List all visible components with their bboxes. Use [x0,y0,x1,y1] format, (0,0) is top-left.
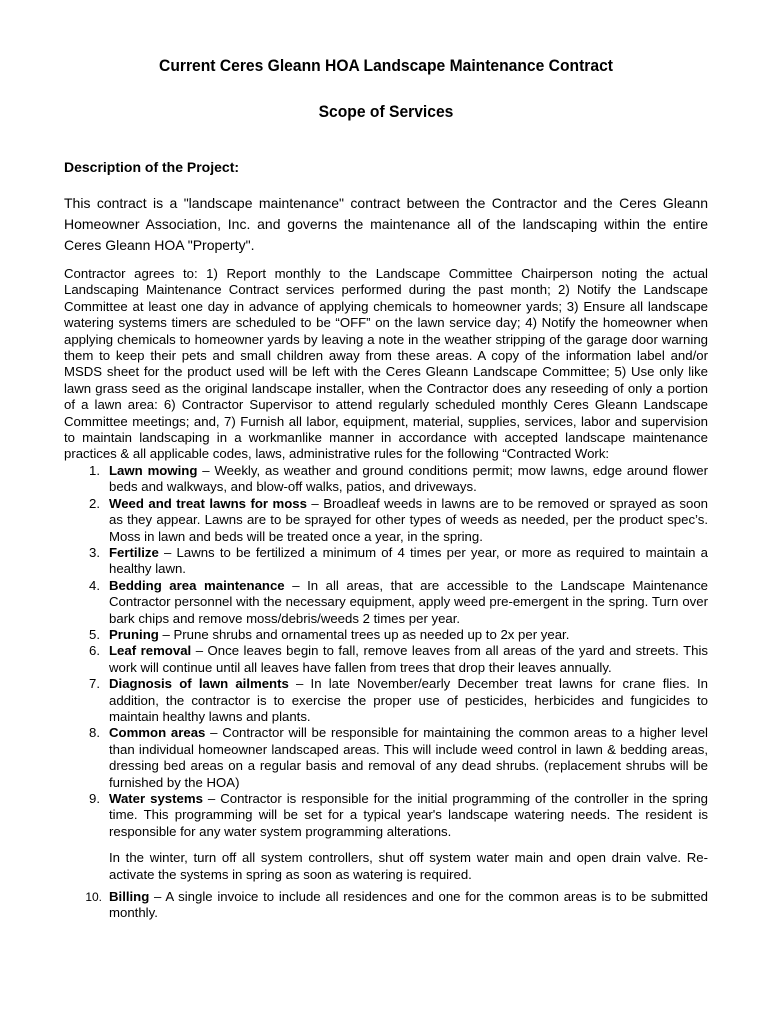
item-number: 4. [89,577,100,593]
item-text: – Contractor will be responsible for maintaining the common areas to a higher level than individual homeowner landscaped areas. This will include weed control in lawn & bedding areas, dressing bed areas on a regular basis and removal of any dead shrubs. (replacement shrubs will be furnished by the HOA) [109,725,708,790]
item-text: – Once leaves begin to fall, remove leaves from all areas of the yard and streets. This work will continue until all leaves have fallen from trees that drop their leaves annually. [109,643,708,675]
item-number: 8. [89,725,100,741]
item-text: – In all areas, that are accessible to the Landscape Maintenance Contractor personnel with the necessary equipment, apply weed pre-emergent in the spring. Turn over bark chips and remove moss/debris/weeds 2 times per year. [109,577,708,626]
list-item [64,496,708,545]
item-number: 6. [89,643,100,659]
item-label: Common areas [109,725,206,741]
list-item [64,545,708,578]
item-text: – Broadleaf weeds in lawns are to be removed or sprayed as soon as they appear. Lawns are to be sprayed for other types of weeds as needed, per the product spec’s. Moss in lawn and beds will be treated once a year, in the spring. [109,495,708,544]
item-label: Bedding area maintenance [109,577,285,593]
document-title: Current Ceres Gleann HOA Landscape Maintenance Contract [159,56,613,75]
item-label: Weed and treat lawns for moss [109,495,307,511]
contractor-agreement-paragraph: Contractor agrees to: 1) Report monthly to the Landscape Committee Chairperson noting the actual Landscaping Maintenance Contract services performed during the past month; 2) Notify the Landscape Committee at least one day in advance of applying chemicals to homeowner yards; 3) Ensure all landscape watering systems timers are scheduled to be “OFF” on the lawn service day; 4) Notify the homeowner when applying chemicals to homeowner yards by leaving a note in the weather stripping of the garage door warning them to keep their pets and small children away from these areas. A copy of the information label and/or MSDS sheet for the product used will be left with the Ceres Gleann Landscape Committee; 5) Use only like lawn grass seed as the original landscape installer, when the Contractor does any reseeding of only a portion of a lawn area: 6) Contractor Supervisor to attend regularly scheduled monthly Ceres Gleann Landscape Committee meetings; and, 7) Furnish all labor, equipment, material, supplies, services, labor and supervision to maintain landscaping in a workmanlike manner in accordance with accepted landscape maintenance practices & all applicable codes, laws, administrative rules for the following “Contracted Work: [64,266,708,462]
item-number: 1. [89,462,100,478]
description-heading: Description of the Project: [64,159,240,175]
list-item [64,791,708,883]
document-subtitle: Scope of Services [318,102,454,121]
item-number: 10. [85,890,102,905]
list-item [64,725,708,791]
item-text: – Lawns to be fertilized a minimum of 4 times per year, or more as required to maintain a healthy lawn. [109,544,708,577]
item-number: 7. [89,676,100,692]
item-label: Fertilize [109,544,159,560]
item-label: Billing [109,889,150,905]
intro-paragraph: This contract is a "landscape maintenance" contract between the Contractor and the Ceres Gleann Homeowner Association, Inc. and governs the maintenance all of the landscaping within the entire Ceres Gleann HOA "Property". [64,195,708,253]
list-item [64,643,708,676]
list-item [64,463,708,496]
item-number: 5. [89,626,100,642]
item-extra-paragraph: In the winter, turn off all system controllers, shut off system water main and open drain valve. Re-activate the systems in spring as soon as watering is required. [109,850,708,882]
list-item [64,578,708,627]
item-number: 9. [89,791,100,806]
item-number: 2. [89,495,100,511]
item-label: Diagnosis of lawn ailments [109,676,289,692]
item-label: Water systems [109,791,203,806]
item-label: Leaf removal [109,643,192,659]
list-item [64,676,708,725]
item-label: Pruning [109,626,159,642]
item-text: – Weekly, as weather and ground conditions permit; mow lawns, edge around flower beds and walkways, and blow-off walks, patios, and driveways. [109,462,708,495]
item-text: – A single invoice to include all residences and one for the common areas is to be submitted monthly. [109,889,708,921]
item-text: – In late November/early December treat lawns for crane flies. In addition, the contractor is to exercise the proper use of pesticides, herbicides and fungicides to maintain healthy lawns and plants. [109,676,708,724]
item-text: – Contractor is responsible for the initial programming of the controller in the spring time. This programming will be set for a typical year's landscape watering needs. The resident is responsible for any water system programming alterations. [109,791,708,839]
list-item [64,889,708,922]
item-number: 3. [89,544,100,560]
item-label: Lawn mowing [109,462,198,478]
item-text: – Prune shrubs and ornamental trees up as needed up to 2x per year. [158,626,570,642]
contracted-work-list [64,463,708,922]
list-item [64,627,708,643]
